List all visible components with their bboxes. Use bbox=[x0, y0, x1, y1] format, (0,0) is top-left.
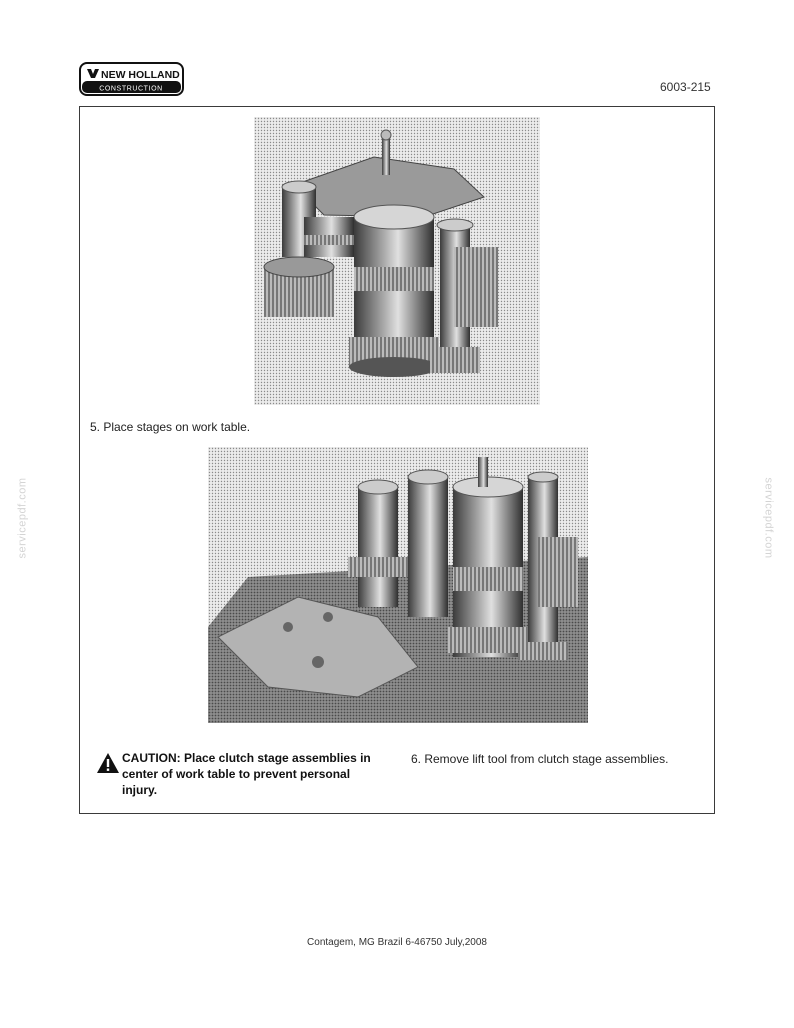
step-6-text: 6. Remove lift tool from clutch stage assemblies. bbox=[411, 752, 669, 766]
caution-note bbox=[96, 750, 386, 798]
brand-name: NEW HOLLAND bbox=[101, 69, 180, 81]
caution-text: CAUTION: Place clutch stage assemblies in center of work table to prevent personal injury. bbox=[122, 751, 371, 797]
step-5-text: 5. Place stages on work table. bbox=[90, 420, 251, 434]
watermark-left: servicepdf.com bbox=[16, 477, 29, 559]
content-frame bbox=[79, 106, 715, 814]
stages-on-work-table-photo bbox=[208, 447, 588, 723]
footer-text: Contagem, MG Brazil 6-46750 July,2008 bbox=[307, 937, 487, 948]
page-number: 6003-215 bbox=[660, 80, 711, 94]
clutch-stages-photo bbox=[254, 117, 540, 405]
warning-triangle-icon bbox=[96, 752, 120, 774]
watermark-right: servicepdf.com bbox=[762, 477, 775, 559]
brand-logo bbox=[79, 62, 184, 96]
brand-division: CONSTRUCTION bbox=[99, 85, 163, 93]
